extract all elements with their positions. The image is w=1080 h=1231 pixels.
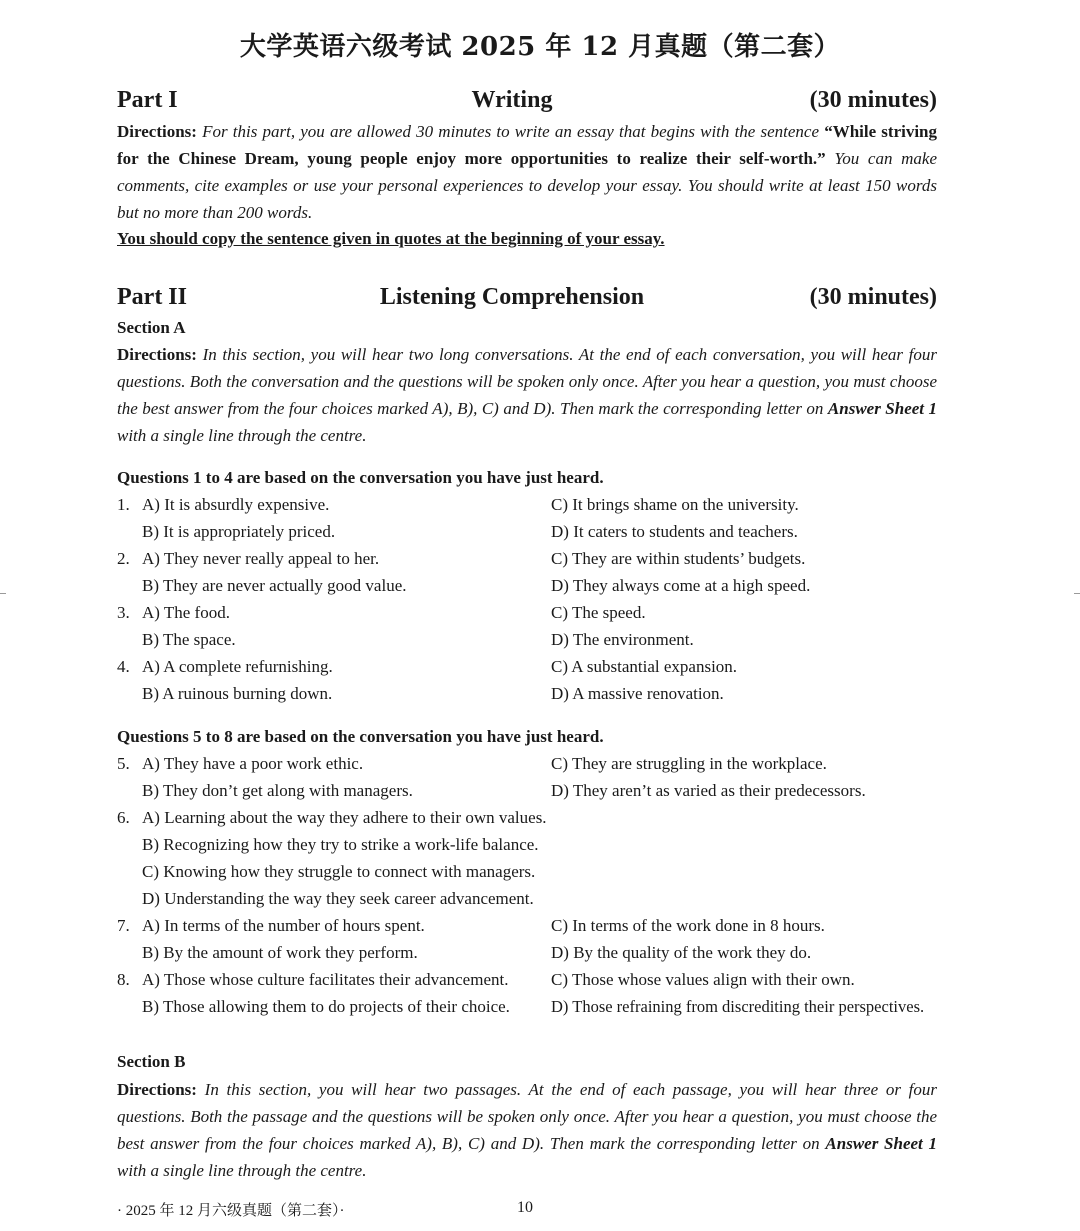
option-d: D) By the quality of the work they do. — [551, 943, 812, 962]
option-c: C) Knowing how they struggle to connect with managers. — [142, 862, 536, 881]
directions-text: For this part, you are allowed 30 minutes to write an essay that begins with the sentence — [202, 122, 820, 141]
edge-marker — [1074, 593, 1080, 594]
part1-header — [117, 87, 937, 119]
option-b: B) A ruinous burning down. — [142, 684, 333, 703]
option-d: D) Understanding the way they seek career advancement. — [142, 889, 534, 908]
option-d: D) Those refraining from discrediting their perspectives. — [551, 997, 925, 1016]
page-title: 大学英语六级考试 2025 年 12 月真题（第二套） — [239, 32, 841, 62]
option-c: C) It brings shame on the university. — [551, 495, 799, 514]
option-d: D) A massive renovation. — [551, 684, 724, 703]
question-group-heading: Questions 1 to 4 are based on the conversation you have just heard. — [117, 468, 604, 487]
directions-text: You can make comments, cite examples or use your personal experiences to develop your essay. You should write at least 150 words but no more than 200 words. — [117, 149, 937, 222]
answer-sheet-ref: Answer Sheet 1 — [827, 399, 938, 418]
directions-label: Directions: — [117, 122, 197, 141]
option-b: B) Recognizing how they try to strike a work-life balance. — [142, 835, 539, 854]
option-a: A) They have a poor work ethic. — [142, 754, 364, 773]
question-number: 5. — [117, 754, 130, 773]
section-b-heading: Section B — [117, 1052, 186, 1071]
option-b: B) They don’t get along with managers. — [142, 781, 413, 800]
part1-label: Part I — [117, 87, 178, 113]
directions-text: In this section, you will hear two long conversations. At the end of each conversation, you will hear four questions. Both the conversation and the questions will be spoken only once. After you hear a question, you must choose the best answer from the four choices marked A), B), C) and D). Then mark the corresponding letter on — [117, 345, 938, 418]
question-number: 8. — [117, 970, 130, 989]
option-a: A) Those whose culture facilitates their advancement. — [142, 970, 509, 989]
section-b-directions — [117, 1076, 937, 1184]
option-a: A) The food. — [142, 603, 230, 622]
part2-header — [117, 284, 937, 316]
option-a: A) Learning about the way they adhere to their own values. — [142, 808, 547, 827]
option-b: B) It is appropriately priced. — [142, 522, 336, 541]
option-a: A) They never really appeal to her. — [142, 549, 380, 568]
part1-directions — [117, 118, 937, 226]
option-d: D) They always come at a high speed. — [551, 576, 811, 595]
option-d: D) The environment. — [551, 630, 694, 649]
option-c: C) They are struggling in the workplace. — [551, 754, 827, 773]
option-d: D) They aren’t as varied as their predecessors. — [551, 781, 866, 800]
question-number: 4. — [117, 657, 130, 676]
part1-time: (30 minutes) — [809, 87, 937, 113]
part2-time: (30 minutes) — [809, 284, 937, 310]
page-number: 10 — [517, 1199, 533, 1216]
option-c: C) A substantial expansion. — [551, 657, 738, 676]
question-group-heading: Questions 5 to 8 are based on the conversation you have just heard. — [117, 727, 604, 746]
directions-label: Directions: — [117, 1080, 197, 1099]
option-b: B) The space. — [142, 630, 236, 649]
question-number: 2. — [117, 549, 130, 568]
answer-sheet-ref: Answer Sheet 1 — [825, 1134, 938, 1153]
question-number: 1. — [117, 495, 130, 514]
option-c: C) They are within students’ budgets. — [551, 549, 806, 568]
option-a: A) In terms of the number of hours spent. — [142, 916, 425, 935]
essay-prompt-quote: “While striving for the Chinese Dream, young people enjoy more opportunities to realize their self-worth.” — [117, 122, 938, 168]
question-number: 3. — [117, 603, 130, 622]
option-b: B) Those allowing them to do projects of their choice. — [142, 997, 510, 1016]
question-number: 6. — [117, 808, 130, 827]
section-a-heading: Section A — [117, 318, 186, 337]
option-c: C) In terms of the work done in 8 hours. — [551, 916, 825, 935]
option-c: C) Those whose values align with their own. — [551, 970, 855, 989]
directions-label: Directions: — [117, 345, 197, 364]
option-b: B) By the amount of work they perform. — [142, 943, 418, 962]
directions-text: with a single line through the centre. — [117, 426, 367, 445]
edge-marker — [0, 593, 6, 594]
part2-label: Part II — [117, 284, 187, 310]
option-a: A) A complete refurnishing. — [142, 657, 333, 676]
part2-name: Listening Comprehension — [379, 284, 645, 310]
part1-note: You should copy the sentence given in quotes at the beginning of your essay. — [117, 229, 665, 248]
footer-label: · 2025 年 12 月六级真题（第二套）· — [117, 1203, 345, 1219]
part1-name: Writing — [471, 87, 553, 113]
option-d: D) It caters to students and teachers. — [551, 522, 798, 541]
directions-text: with a single line through the centre. — [117, 1161, 367, 1180]
question-number: 7. — [117, 916, 130, 935]
option-b: B) They are never actually good value. — [142, 576, 407, 595]
option-a: A) It is absurdly expensive. — [142, 495, 330, 514]
section-a-directions — [117, 341, 937, 449]
option-c: C) The speed. — [551, 603, 646, 622]
directions-text: In this section, you will hear two passages. At the end of each passage, you will hear three or four questions. Both the passage and the questions will be spoken only once. After you hear a question, you must choose the best answer from the four choices marked A), B), C) and D). Then mark the corresponding letter on — [117, 1080, 938, 1153]
